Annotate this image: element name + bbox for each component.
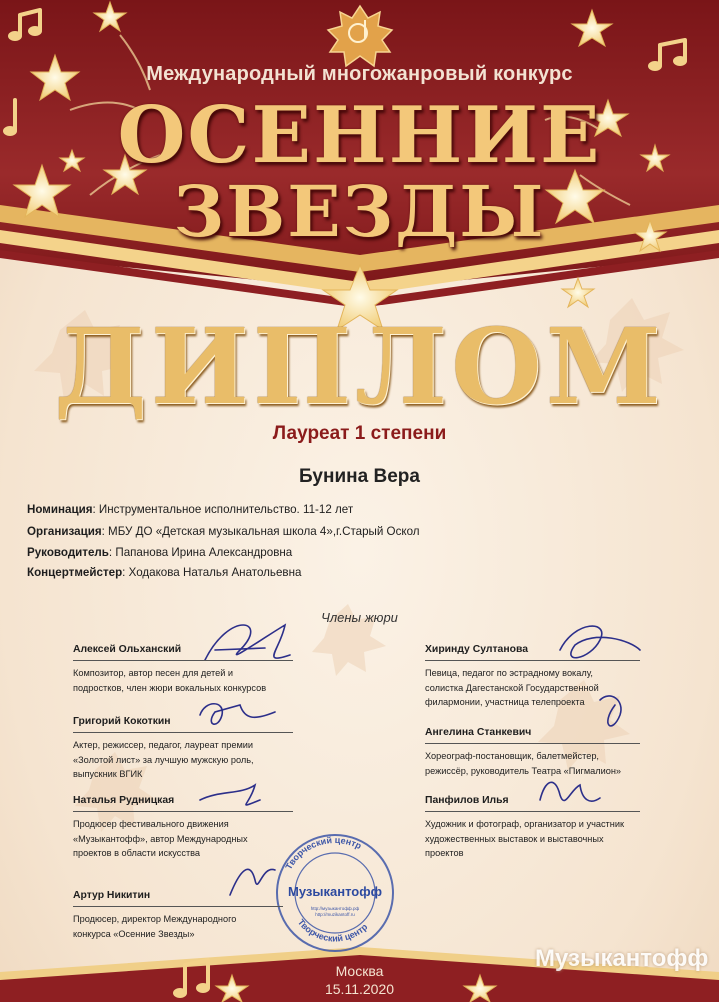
description-line: филармонии, участница телепроекта (425, 697, 585, 707)
description-line: Певица, педагог по эстрадному вокалу, (425, 668, 593, 678)
jury-member-name: Наталья Рудницкая (73, 795, 175, 806)
description-line: солистка Дагестанской Государственной (425, 682, 599, 693)
jury-heading: Члены жюри (321, 610, 398, 625)
description-line: Продюсер фестивального движения (73, 819, 229, 829)
description-line: конкурса «Осенние Звезды» (73, 928, 195, 939)
description-line: проектов в области искусства (73, 848, 201, 858)
contest-title-line1: ОСЕННИЕ (117, 90, 602, 181)
stamp-url-1: http://музыкантофф.рф (310, 906, 360, 911)
jury-member-name: Ангелина Станкевич (425, 727, 532, 738)
info-value: : МБУ ДО «Детская музыкальная школа 4»,г.Старый Оскол (101, 525, 420, 538)
description-line: подростков, член жюри вокальных конкурсов (73, 682, 267, 693)
stamp-center-text: Музыкантофф (288, 884, 382, 899)
jury-member-name: Артур Никитин (73, 890, 151, 901)
contest-title-line2: ЗВЕЗДЫ (173, 170, 546, 253)
jury-member-name: Григорий Кокоткин (73, 716, 171, 727)
stamp-ring-bottom: Творческий центр (295, 917, 370, 944)
info-value: : Папанова Ирина Александровна (108, 546, 293, 559)
description-line: проектов (425, 848, 464, 858)
description-line: Продюсер, директор Международного (73, 914, 237, 924)
description-line: Композитор, автор песен для детей и (73, 668, 234, 678)
info-label: Концертмейстер (27, 566, 123, 579)
info-value: : Ходакова Наталья Анатольевна (122, 566, 302, 579)
description-line: Актер, режиссер, педагог, лауреат премии (73, 740, 254, 750)
info-label: Номинация (27, 503, 93, 516)
award-level: Лауреат 1 степени (272, 423, 447, 444)
description-line: выпускник ВГИК (73, 769, 143, 779)
description-line: «Золотой лист» за лучшую мужскую роль, (73, 754, 254, 765)
footer-date: 15.11.2020 (324, 981, 395, 997)
description-line: режиссёр, руководитель Театра «Пигмалион» (425, 765, 622, 776)
description-line: Хореограф-постановщик, балетмейстер, (425, 751, 599, 761)
description-line: «Музыкантофф», автор Международных (73, 833, 248, 844)
description-line: Художник и фотограф, организатор и участник (425, 819, 624, 829)
jury-member-name: Панфилов Илья (425, 795, 509, 806)
brand-watermark: Музыкантофф (535, 945, 709, 972)
contest-subtitle: Международный многожанровый конкурс (146, 63, 573, 85)
jury-member-name: Хиринду Султанова (425, 644, 528, 655)
description-line: художественных выставок и выставочных (425, 833, 604, 844)
diploma-title: ДИПЛОМ (54, 305, 665, 428)
stamp-ring-top: Творческий центр (283, 834, 364, 872)
info-label: Организация (27, 525, 102, 538)
stamp-url-2: http://muzikantoff.ru (315, 912, 355, 917)
footer-city: Москва (335, 963, 384, 979)
info-label: Руководитель (27, 546, 109, 559)
info-value: : Инструментальное исполнительство. 11-12 лет (92, 503, 354, 516)
jury-member-name: Алексей Ольханский (73, 644, 182, 655)
recipient-name: Бунина Вера (299, 466, 420, 487)
